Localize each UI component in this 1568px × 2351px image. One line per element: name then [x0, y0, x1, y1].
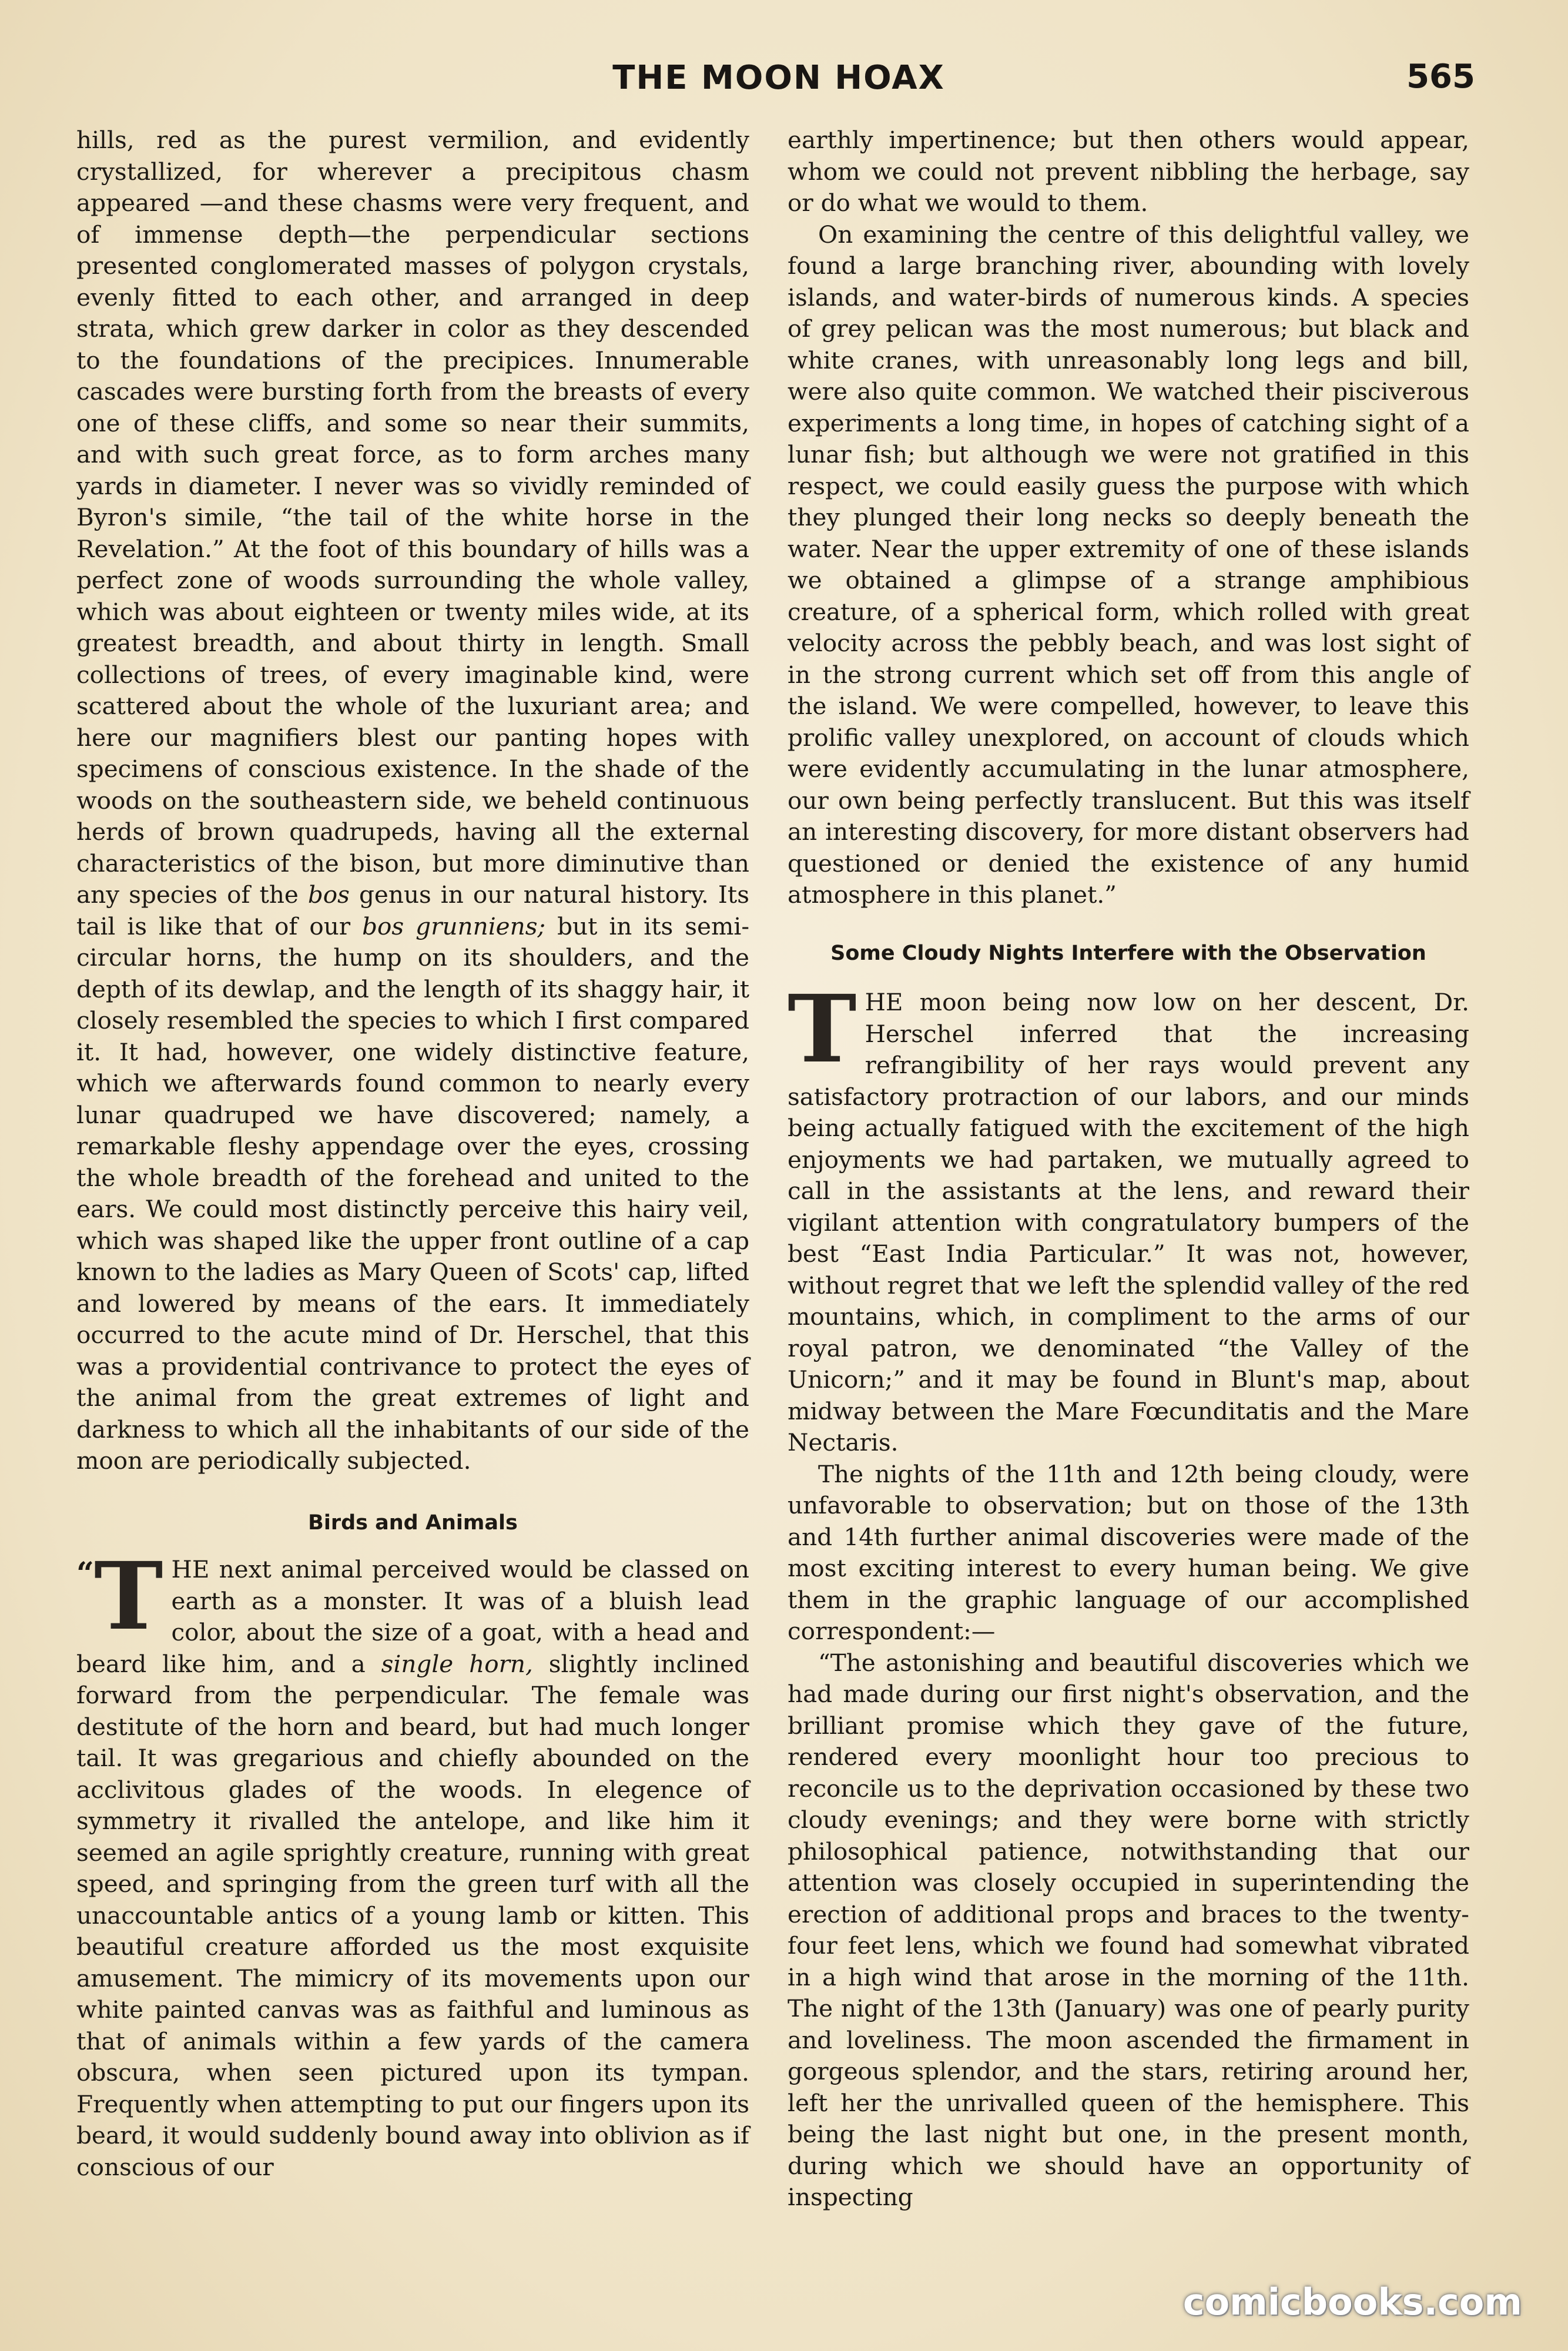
left-column — [76, 125, 749, 2183]
italic-term-bos-grunniens: bos grunniens; — [362, 912, 546, 940]
section-heading-cloudy-nights: Some Cloudy Nights Interfere with the Observation — [830, 941, 1426, 965]
right-column — [788, 125, 1469, 2213]
right-paragraph-4: The nights of the 11th and 12th being cloudy, were unfavorable to observation; but on those of the 13th and 14th further animal discoveries were made of the most exciting interest to every human being. We give them in the graphic language of our accomplished correspondent:— — [788, 1459, 1469, 1645]
site-watermark: comicbooks.com — [1182, 2280, 1522, 2323]
right-paragraph-3: THE moon being now low on her descent, Dr. Herschel inferred that the increasing refrangibility of her rays would prevent any satisfactory protraction of our labors, and our minds being actually fatigued with the excitement of the high enjoyments we had partaken, we mutually agreed to call in the assistants at the lens, and reward their vigilant attention with congratulatory bumpers of the best “East India Particular.” It was not, however, without regret that we left the splendid valley of the red mountains, which, in compliment to the arms of our royal patron, we denominated “the Valley of the Unicorn;” and it may be found in Blunt's map, about midway between the Mare Fœcunditatis and the Mare Nectaris. — [788, 975, 1469, 1456]
italic-term-bos: bos — [307, 880, 350, 909]
right-paragraph-1: earthly impertinence; but then others would appear, whom we could not prevent nibbling the herbage, say or do what we would to them. — [788, 126, 1469, 217]
page-number: 565 — [1406, 58, 1475, 96]
right-paragraph-2: On examining the centre of this delightful valley, we found a large branching river, abounding with lovely islands, and water-birds of numerous kinds. A species of grey pelican was the most numerous; but black and white cranes, with unreasonably long legs and bill, were also quite common. We watched their pisciverous experiments a long time, in hopes of catching sight of a lunar fish; but although we were not gratified in this respect, we could easily guess the purpose with which they plunged their long necks so deeply beneath the water. Near the upper extremity of one of these islands we obtained a glimpse of a strange amphibious creature, of a spherical form, which rolled with great velocity across the pebbly beach, and was lost sight of in the strong current which set off from this angle of the island. We were compelled, however, to leave this prolific valley unexplored, on account of clouds which were evidently accumulating in the lunar atmosphere, our own being perfectly translucent. But this was itself an interesting discovery, for more distant observers had questioned or denied the existence of any humid atmosphere in this planet.” — [788, 220, 1469, 909]
left-paragraph-2: “ T HE next animal perceived would be classed on earth as a monster. It was of a bluish lead color, about the size of a goat, with a head and beard like him, and a single horn, slightly inclined forward from the perpendicular. The female was destitute of the horn and beard, but had much longer tail. It was gregarious and chiefly abounded on the acclivitous glades of the woods. In elegence of symmetry it rivalled the antelope, and like him it seemed an agile sprightly creature, running with great speed, and springing from the green turf with all the unaccountable antics of a young lamb or kitten. This beautiful creature afforded us the most exquisite amusement. The mimicry of its movements upon our white painted canvas was as faithful and luminous as that of animals within a few yards of the camera obscura, when seen pictured upon its tympan. Frequently when attempting to put our fingers upon its beard, it would suddenly bound away into oblivion as if conscious of our — [76, 1542, 750, 2181]
drop-cap: T — [93, 1542, 163, 1651]
section-heading-birds-and-animals: Birds and Animals — [308, 1511, 518, 1535]
right-paragraph-5: “The astonishing and beautiful discoveries which we had made during our first night's observation, and the brilliant promise which they gave of the future, rendered every moonlight hour too precious to reconcile us to the deprivation occasioned by these two cloudy evenings; and they were borne with strictly philosophical patience, notwithstanding that our attention was closely occupied in superintending the erection of additional props and braces to the twenty-four feet lens, which we found had somewhat vibrated in a high wind that arose in the morning of the 11th. The night of the 13th (January) was one of pearly purity and loveliness. The moon ascended the firmament in gorgeous splendor, and the stars, retiring around her, left her the unrivalled queen of the hemisphere. This being the last night but one, in the present month, during which we should have an opportunity of inspecting — [788, 1648, 1469, 2211]
opening-quote-mark: “ — [76, 1556, 94, 1592]
left-paragraph-1: hills, red as the purest vermilion, and evidently crystallized, for wherever a precipitous chasm appeared —and these chasms were very frequent, and of immense depth—the perpendicular sections presented conglomerated masses of polygon crystals, evenly fitted to each other, and arranged in deep strata, which grew darker in color as they descended to the foundations of the precipices. Innumerable cascades were bursting forth from the breasts of every one of these cliffs, and some so near their summits, and with such great force, as to form arches many yards in diameter. I never was so vividly reminded of Byron's simile, “the tail of the white horse in the Revelation.” At the foot of this boundary of hills was a perfect zone of woods surrounding the whole valley, which was about eighteen or twenty miles wide, at its greatest breadth, and about thirty in length. Small collections of trees, of every imaginable kind, were scattered about the whole of the luxuriant area; and here our magnifiers blest our panting hopes with specimens of conscious existence. In the shade of the woods on the southeastern side, we beheld continuous herds of brown quadrupeds, having all the external characteristics of the bison, but more diminutive than any species of the bos genus in our natural history. Its tail is like that of our bos grunniens; but in its semi-circular horns, the hump on its shoulders, and the depth of its dewlap, and the length of its shaggy hair, it closely resembled the species to which I first compared it. It had, however, one widely distinctive feature, which we afterwards found common to nearly every lunar quadruped we have discovered; namely, a remarkable fleshy appendage over the eyes, crossing the whole breadth of the forehead and united to the ears. We could most distinctly perceive this hairy veil, which was shaped like the upper front outline of a cap known to the ladies as Mary Queen of Scots' cap, lifted and lowered by means of the ears. It immediately occurred to the acute mind of Dr. Herschel, that this was a providential contrivance to protect the eyes of the animal from the great extremes of light and darkness to which all the inhabitants of our side of the moon are periodically subjected. — [76, 126, 750, 1475]
italic-term-single-horn: single horn, — [381, 1649, 533, 1678]
drop-cap: T — [788, 975, 857, 1084]
running-head-title: THE MOON HOAX — [612, 59, 945, 97]
